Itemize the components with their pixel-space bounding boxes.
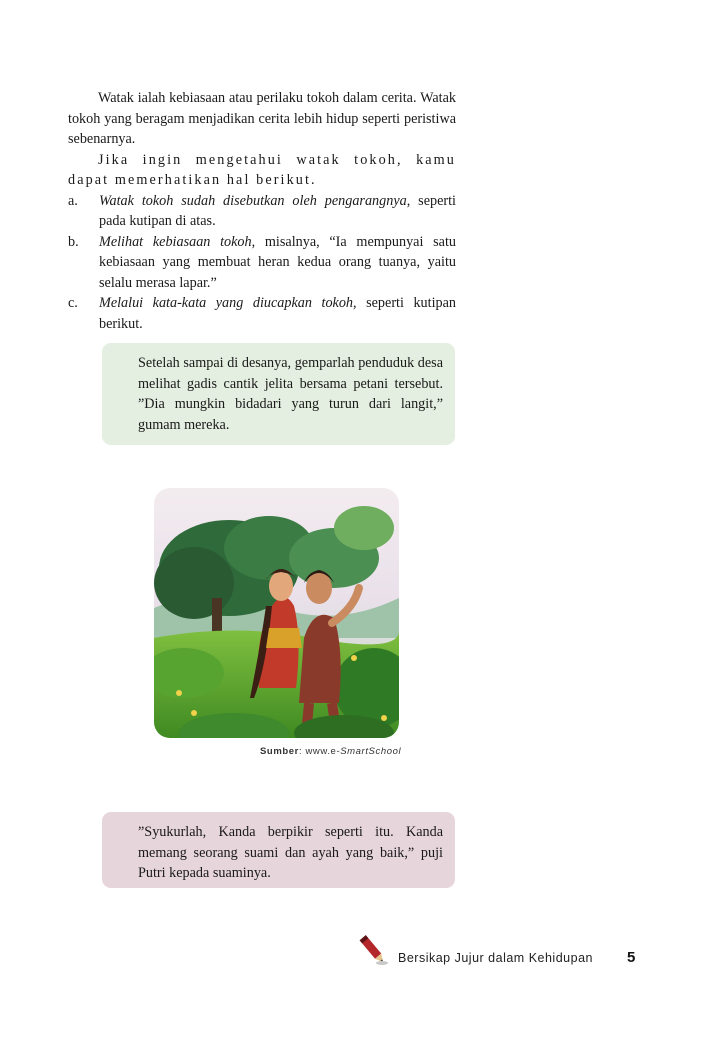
list-item-text: , seperti kutipan berikut.	[99, 295, 457, 332]
list-item-text: , seperti pada kutipan di atas.	[99, 192, 456, 229]
paragraph-intro: Jika ingin mengetahui watak tokoh, kamu dapat memerhatikan hal berikut.	[68, 151, 456, 188]
list-item	[68, 232, 456, 294]
list-marker: c.	[68, 295, 78, 311]
list-item-emphasis: Melalui kata-kata yang diucapkan tokoh	[99, 295, 354, 311]
caption-source: SmartSchool	[340, 746, 402, 757]
story-illustration	[154, 488, 399, 738]
pencil-icon	[358, 932, 388, 968]
list-item	[68, 191, 456, 232]
paragraph-definition: Watak ialah kebiasaan atau perilaku tokoh dalam cerita. Watak tokoh yang beragam menjadikan cerita lebih hidup seperti peristiwa sebenarnya.	[68, 90, 456, 147]
list-item	[68, 293, 456, 334]
character-list	[68, 191, 456, 335]
figure-caption	[260, 746, 401, 757]
quote-box-green	[102, 343, 455, 445]
illustration-image	[154, 488, 399, 738]
list-item-text: , misalnya, “Ia mempunyai satu kebiasaan yang membuat heran kedua orang tuanya, yaitu selalu merasa lapar.”	[99, 233, 456, 291]
list-item-emphasis: Melihat kebiasaan tokoh	[99, 233, 252, 250]
quote-text: Setelah sampai di desanya, gemparlah penduduk desa melihat gadis cantik jelita bersama petani tersebut. ”Dia mungkin bidadari yang turun dari langit,” gumam mereka.	[138, 355, 443, 433]
list-marker: b.	[68, 233, 79, 250]
quote-box-pink	[102, 812, 455, 888]
page-number: 5	[627, 949, 636, 966]
chapter-title: Bersikap Jujur dalam Kehidupan	[398, 951, 593, 965]
list-item-emphasis: Watak tokoh sudah disebutkan oleh pengarangnya	[99, 192, 407, 209]
caption-separator: : www.e-	[298, 746, 341, 757]
body-text	[68, 88, 456, 334]
quote-text: ”Syukurlah, Kanda berpikir seperti itu. Kanda memang seorang suami dan ayah yang baik,” puji Putri kepada suaminya.	[138, 824, 443, 881]
caption-label: Sumber	[260, 746, 299, 757]
list-marker: a.	[68, 192, 78, 209]
